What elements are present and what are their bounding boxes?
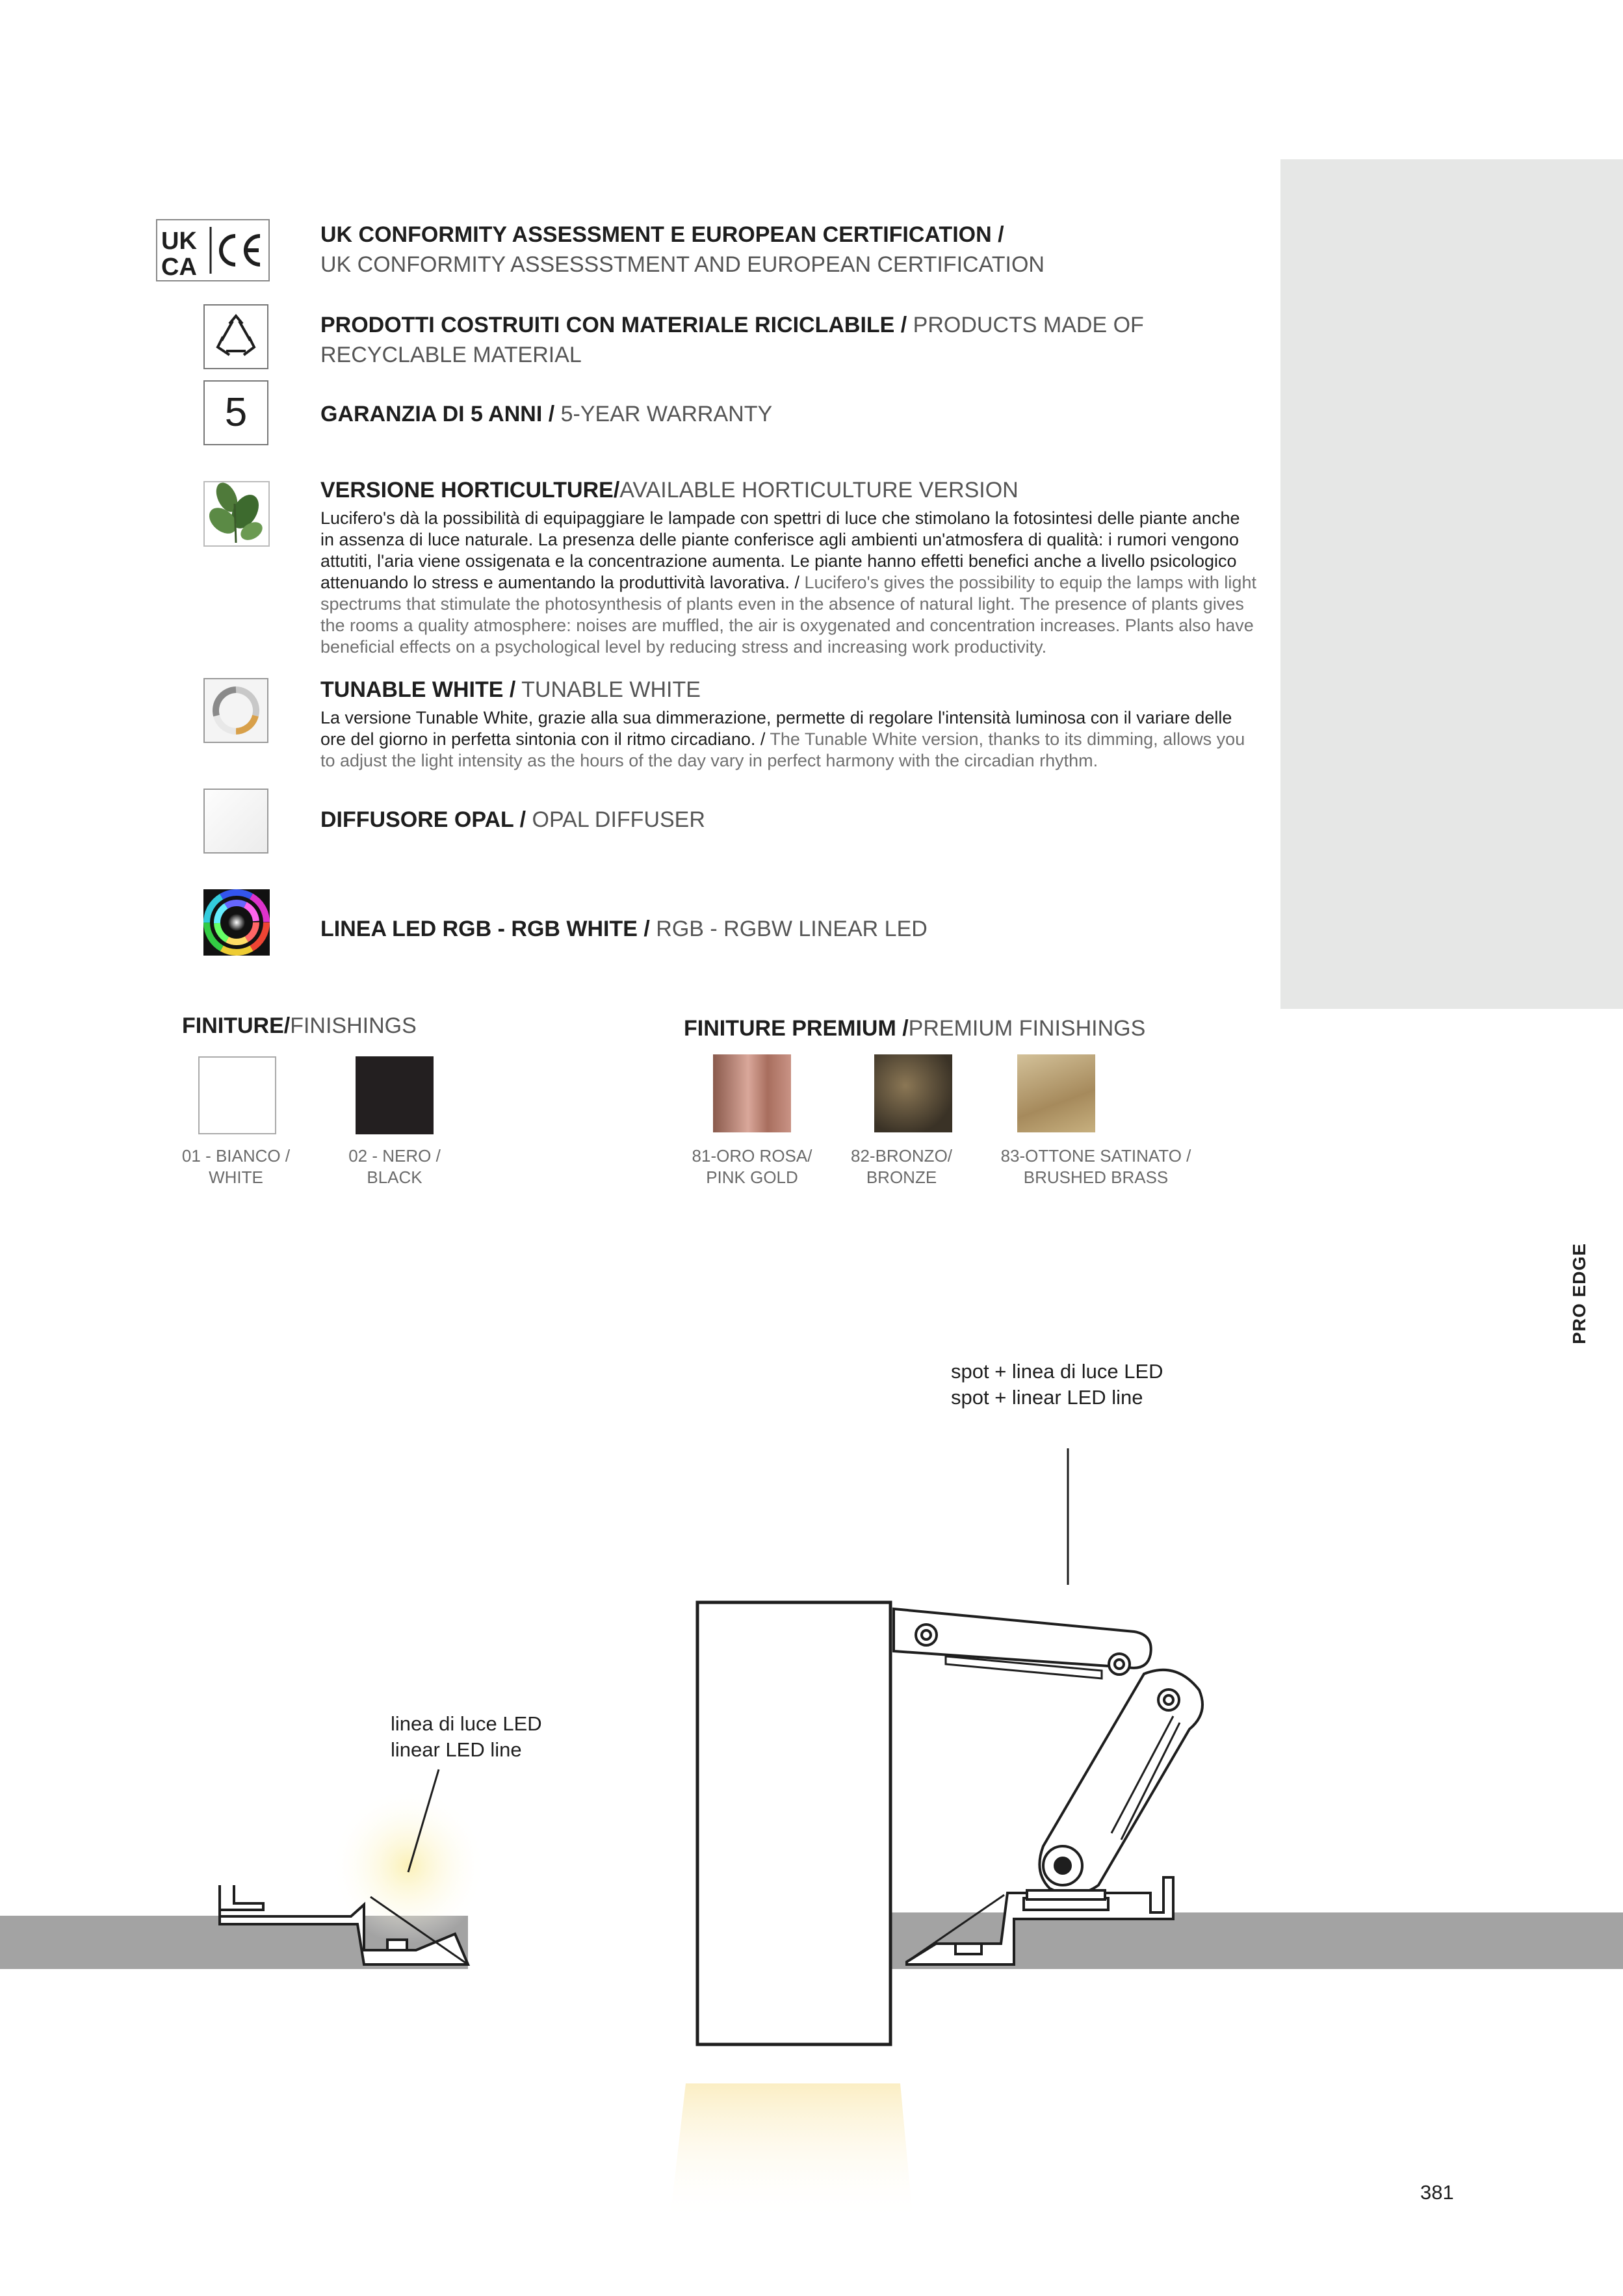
premium-finishings-title: FINITURE PREMIUM /PREMIUM FINISHINGS [684, 1016, 1146, 1041]
side-tab-product-line: PRO EDGE [1569, 1243, 1589, 1344]
swatch-pink-gold-label: 81-ORO ROSA/ PINK GOLD [692, 1146, 812, 1187]
svg-text:CA: CA [161, 254, 197, 281]
feature-horticulture: VERSIONE HORTICULTURE/AVAILABLE HORTICULTURE VERSION Lucifero's dà la possibilità di equipaggiare le lampade con spettri di luce che stimolano la fotosintesi delle piante anche in assenza di luce naturale. La presenza delle piante conferisce agli ambienti un'atmosfera di qualità: i rumori vengono attutiti, l'aria viene ossigenata e la concentrazione aumenta. Le piante hanno effetti benefici anche a livello psicologico attenuando lo stress e aumentando la produttività lavorativa. / Lucifero's gives the possibility to equip the lamps with light spectrums that stimulate the photosynthesis of plants even in the absence of natural light. The presence of plants gives the rooms a quality atmosphere: noises are muffled, the air is oxygenated and concentration increases. Plants also have beneficial effects on a psychological level by reducing stress and increasing work productivity. [320, 478, 1256, 657]
feature-ukca-ce: UK CONFORMITY ASSESSMENT E EUROPEAN CERTIFICATION / UK CONFORMITY ASSESSSTMENT AND EUROPEAN CERTIFICATION [320, 220, 1256, 280]
warranty-5-icon: 5 [203, 380, 268, 445]
feature-recyclable: PRODOTTI COSTRUITI CON MATERIALE RICICLABILE / PRODUCTS MADE OF RECYCLABLE MATERIAL [320, 313, 1144, 367]
ukca-ce-icon [156, 219, 270, 281]
feature-tunable-white: TUNABLE WHITE / TUNABLE WHITE La versione Tunable White, grazie alla sua dimmerazione, permette di regolare l'intensità luminosa con il variare delle ore del giorno in perfetta sintonia con il ritmo circadiano. / The Tunable White version, thanks to its dimming, allows you to adjust the light intensity as the hours of the day vary in perfect harmony with the circadian rhythm. [320, 677, 1245, 770]
recycle-icon [203, 304, 268, 369]
plant-icon [203, 478, 270, 547]
swatch-black [356, 1056, 434, 1134]
sidebar-grey-panel [1280, 159, 1623, 1009]
swatch-bronze [874, 1054, 952, 1132]
finishings-title: FINITURE/FINISHINGS [182, 1013, 417, 1038]
feature-ukca-ce-subtitle: UK CONFORMITY ASSESSSTMENT AND EUROPEAN CERTIFICATION [320, 252, 1045, 277]
opal-diffuser-icon [203, 789, 268, 854]
swatch-brushed-brass [1017, 1054, 1095, 1132]
page-number: 381 [1420, 2181, 1454, 2204]
feature-rgb-led: LINEA LED RGB - RGB WHITE / RGB - RGBW LINEAR LED [320, 917, 928, 941]
swatch-bronze-label: 82-BRONZO/ BRONZE [850, 1146, 953, 1187]
feature-warranty: GARANZIA DI 5 ANNI / 5-YEAR WARRANTY [320, 402, 773, 426]
swatch-white-label: 01 - BIANCO / WHITE [181, 1146, 291, 1187]
annotation-spot-linear: spot + linea di luce LED spot + linear LED line [951, 1360, 1163, 1409]
rgb-color-wheel-icon [203, 889, 270, 956]
svg-text:UK: UK [161, 228, 197, 255]
swatch-white [198, 1056, 276, 1134]
swatch-pink-gold [713, 1054, 791, 1132]
tunable-white-icon [203, 678, 268, 743]
swatch-black-label: 02 - NERO / BLACK [348, 1146, 441, 1187]
wall-block [697, 1602, 890, 2044]
annotation-linear-led: linea di luce LED linear LED line [391, 1712, 542, 1761]
light-glow-bottom [669, 2083, 913, 2223]
spot-arm [894, 1609, 1202, 1899]
swatch-brushed-brass-label: 83-OTTONE SATINATO / BRUSHED BRASS [1000, 1146, 1191, 1187]
technical-drawing [0, 1404, 1623, 2223]
feature-opal-diffuser: DIFFUSORE OPAL / OPAL DIFFUSER [320, 807, 705, 832]
